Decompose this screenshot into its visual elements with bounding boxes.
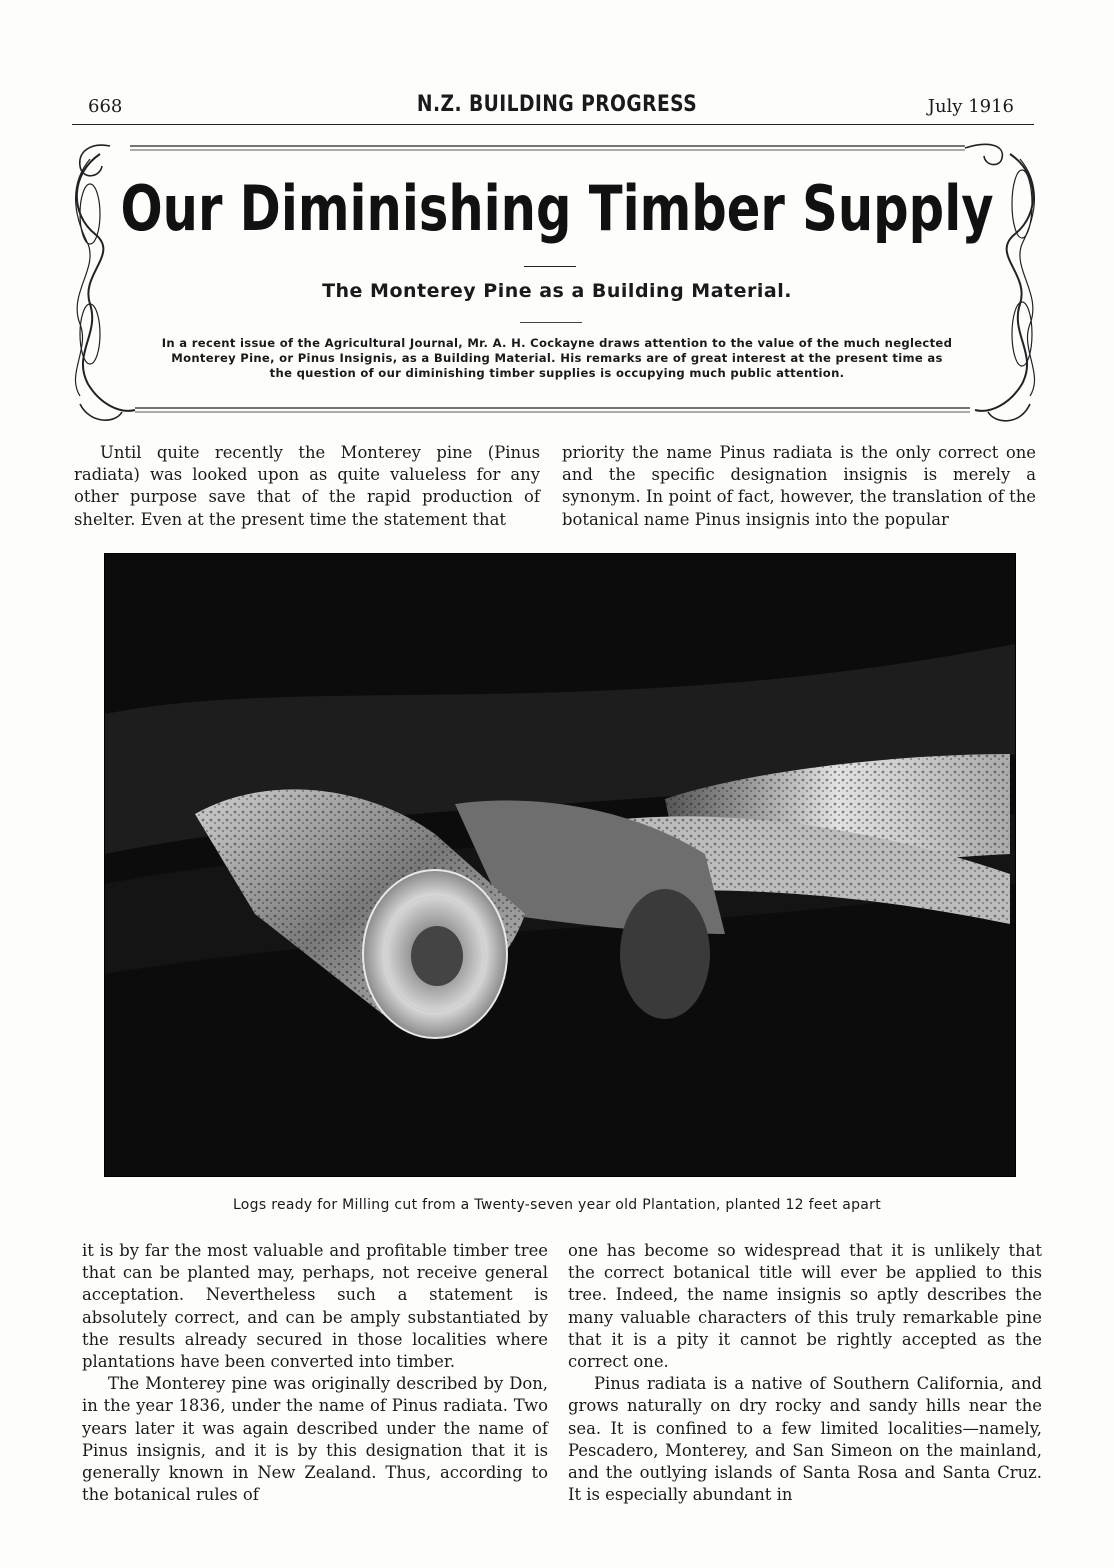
article-intro: In a recent issue of the Agricultural Journal, Mr. A. H. Cockayne draws attention to the value of the much neglected Monterey Pine, or Pinus Insignis, as a Building Material. His remarks are of great interest at the present time as the question of our diminishing timber supplies is occupying much public attention. [161, 336, 953, 380]
article-title: Our Diminishing Timber Supply [120, 172, 994, 245]
column-3-text [82, 1240, 548, 1506]
logs-image [105, 554, 1015, 1176]
title-rule [524, 266, 576, 267]
magazine-name: N.Z. BUILDING PROGRESS [416, 92, 698, 117]
column-4-paragraph-1: one has become so widespread that it is unlikely that the correct botanical title will ever be applied to this tree. Indeed, the name insignis so aptly describes the many valuable characters of this truly remarkable pine that it is a pity it cannot be rightly accepted as the correct one. [568, 1241, 1042, 1372]
column-2-text [562, 442, 1036, 531]
header-rule [72, 124, 1034, 125]
column-3-paragraph-1: it is by far the most valuable and profitable timber tree that can be planted may, perhaps, not receive general acceptation. Nevertheless such a statement is absolutely correct, and can be amply substantiated by the results already secured in those localities where plantations have been converted into timber. [82, 1241, 548, 1372]
subtitle-rule [520, 322, 582, 323]
column-4-text [568, 1240, 1042, 1506]
logs-photograph [104, 553, 1016, 1177]
column-4-paragraph-2: Pinus radiata is a native of Southern California, and grows naturally on dry rocky and sandy hills near the sea. It is confined to a few limited localities—namely, Pescadero, Monterey, and San Simeon on the mainland, and the outlying islands of Santa Rosa and Santa Cruz. It is especially abundant in [568, 1374, 1042, 1505]
column-3-paragraph-2: The Monterey pine was originally described by Don, in the year 1836, under the name of Pinus radiata. Two years later it was again described under the name of Pinus insignis, and it is by this designation that it is generally known in New Zealand. Thus, according to the botanical rules of [82, 1374, 548, 1505]
issue-date: July 1916 [927, 96, 1014, 117]
article-subtitle: The Monterey Pine as a Building Material. [322, 280, 792, 302]
column-2-paragraph: priority the name Pinus radiata is the only correct one and the specific designation insignis is merely a synonym. In point of fact, however, the translation of the botanical name Pinus insignis into the popular [562, 443, 1036, 529]
column-1-text [74, 442, 540, 531]
column-1-paragraph: Until quite recently the Monterey pine (Pinus radiata) was looked upon as quite valueless for any other purpose save that of the rapid production of shelter. Even at the present time the statement that [74, 443, 540, 529]
photo-caption: Logs ready for Milling cut from a Twenty-seven year old Plantation, planted 12 feet apart [232, 1197, 882, 1213]
page-number: 668 [88, 96, 123, 117]
